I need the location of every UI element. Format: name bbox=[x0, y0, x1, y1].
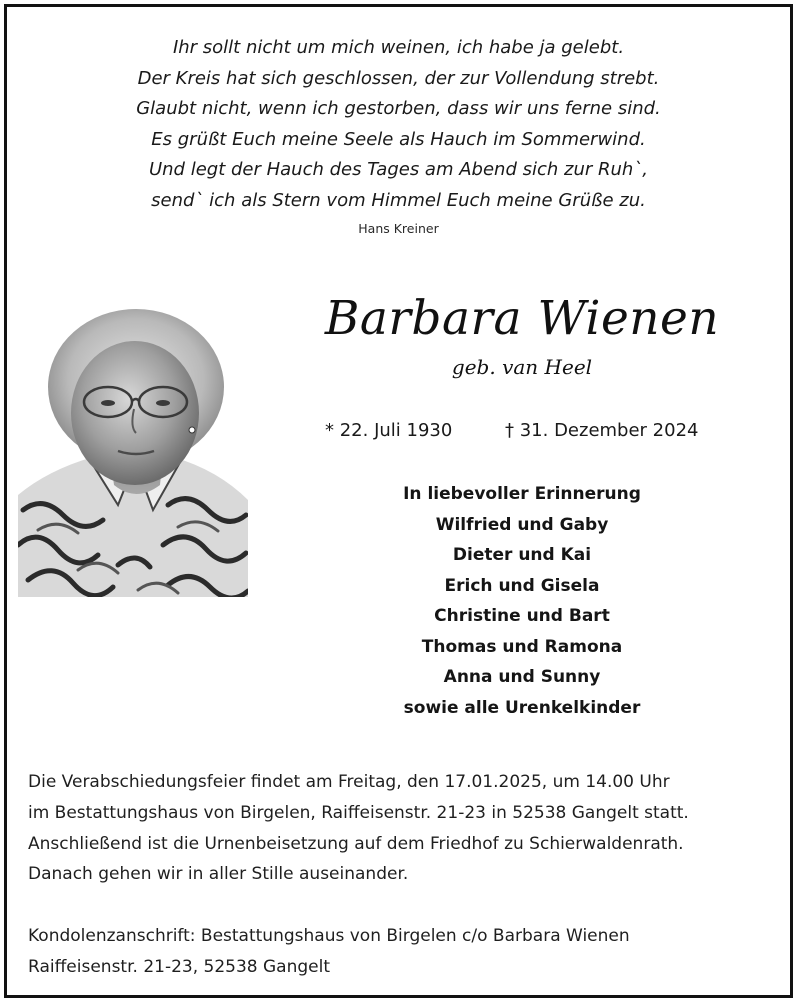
obituary-frame bbox=[4, 4, 793, 998]
poem-line: Ihr sollt nicht um mich weinen, ich habe ja gelebt. bbox=[172, 37, 625, 58]
maiden-name: geb. van Heel bbox=[451, 355, 593, 379]
address-line: Raiffeisenstr. 21-23, 52538 Gangelt bbox=[28, 956, 331, 977]
poem-line: Der Kreis hat sich geschlossen, der zur Vollendung strebt. bbox=[137, 67, 660, 89]
death-date: † 31. Dezember 2024 bbox=[505, 420, 699, 441]
poem-line: send` ich als Stern vom Himmel Euch meine Grüße zu. bbox=[151, 189, 646, 211]
ceremony-line: Anschließend ist die Urnenbeisetzung auf dem Friedhof zu Schierwaldenrath. bbox=[28, 833, 684, 854]
poem-line: Und legt der Hauch des Tages am Abend sich zur Ruh`, bbox=[148, 159, 649, 181]
condolence-address bbox=[28, 921, 783, 983]
ceremony-line: im Bestattungshaus von Birgelen, Raiffeisenstr. 21-23 in 52538 Gangelt statt. bbox=[28, 802, 689, 823]
family-line: Christine und Bart bbox=[434, 606, 610, 626]
birth-date: * 22. Juli 1930 bbox=[325, 420, 453, 441]
family-line: Anna und Sunny bbox=[443, 667, 601, 687]
portrait-photo bbox=[18, 305, 248, 597]
memorial-poem bbox=[7, 33, 790, 217]
ceremony-line: Die Verabschiedungsfeier findet am Freitag, den 17.01.2025, um 14.00 Uhr bbox=[28, 772, 670, 792]
family-line: sowie alle Urenkelkinder bbox=[403, 697, 641, 718]
address-line: Kondolenzanschrift: Bestattungshaus von Birgelen c/o Barbara Wienen bbox=[28, 926, 630, 946]
family-line: Erich und Gisela bbox=[444, 575, 600, 596]
family-line: Dieter und Kai bbox=[452, 545, 592, 565]
poem-line: Glaubt nicht, wenn ich gestorben, dass wir uns ferne sind. bbox=[136, 98, 661, 120]
ceremony-details bbox=[28, 767, 783, 890]
family-line: Wilfried und Gaby bbox=[435, 514, 609, 535]
family-line: In liebevoller Erinnerung bbox=[403, 484, 641, 504]
family-mourners bbox=[307, 479, 737, 723]
deceased-name: Barbara Wienen bbox=[324, 291, 720, 346]
poem-line: Es grüßt Euch meine Seele als Hauch im Sommerwind. bbox=[151, 128, 646, 150]
poem-author: Hans Kreiner bbox=[358, 221, 439, 236]
ceremony-line: Danach gehen wir in aller Stille auseinander. bbox=[28, 864, 409, 885]
family-line: Thomas und Ramona bbox=[421, 636, 623, 657]
